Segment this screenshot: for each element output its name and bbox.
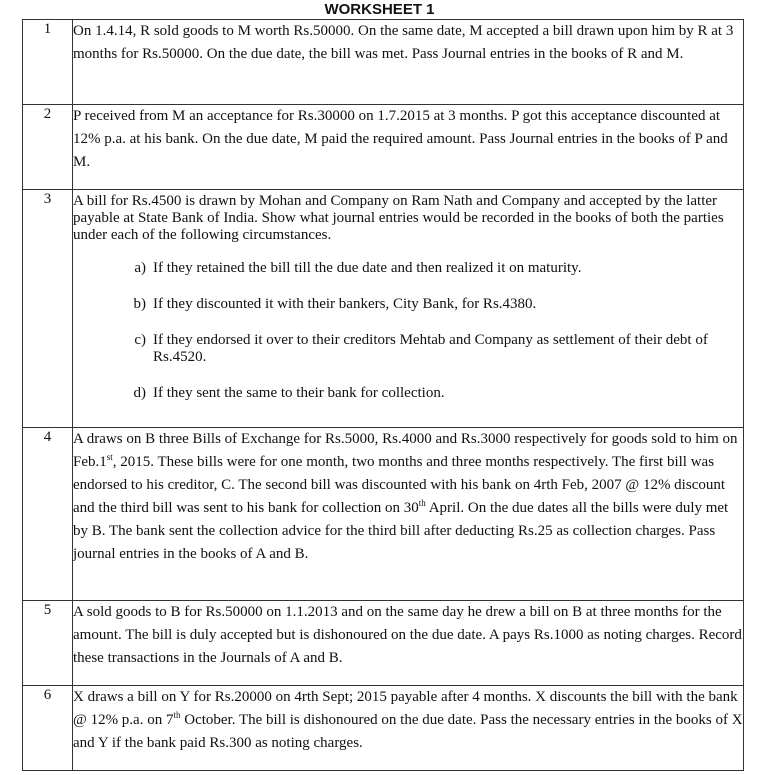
subitem-label: d) <box>133 385 146 401</box>
question-row <box>23 601 744 686</box>
question-number: 6 <box>23 686 73 771</box>
subitem-text: If they sent the same to their bank for collection. <box>153 385 445 401</box>
subitem-label: c) <box>134 332 146 348</box>
subitem-text: If they discounted it with their bankers, City Bank, for Rs.4380. <box>153 296 537 312</box>
question-row <box>23 428 744 601</box>
subitem <box>73 385 743 402</box>
question-row <box>23 190 744 428</box>
question-number: 5 <box>23 601 73 686</box>
subitem-text: If they retained the bill till the due date and then realized it on maturity. <box>153 260 582 276</box>
question-text: On 1.4.14, R sold goods to M worth Rs.50000. On the same date, M accepted a bill drawn upon him by R at 3 months for Rs.50000. On the due date, the bill was met. Pass Journal entries in the books of R and M. <box>73 23 734 62</box>
question-number: 1 <box>23 20 73 105</box>
question-row <box>23 686 744 771</box>
question-cell <box>73 428 744 601</box>
question-cell <box>73 105 744 190</box>
question-text: A draws on B three Bills of Exchange for Rs.5000, Rs.4000 and Rs.3000 respectively for goods sold to him on Feb.1st, 2015. These bills were for one month, two months and three months respectively. The first bill was endorsed to his creditor, C. The second bill was discounted with his bank on 4rth Feb, 2007 @ 12% discount and the third bill was sent to his bank for collection on 30th April. On the due dates all the bills were duly met by B. The bank sent the collection advice for the third bill after deducting Rs.25 as collection charges. Pass journal entries in the books of A and B. <box>73 431 738 562</box>
question-row <box>23 20 744 105</box>
question-cell <box>73 601 744 686</box>
worksheet-title: WORKSHEET 1 <box>324 1 435 18</box>
question-row <box>23 105 744 190</box>
subitem-label: b) <box>133 296 146 312</box>
worksheet-table <box>22 19 744 771</box>
subitem <box>73 296 743 313</box>
question-text: X draws a bill on Y for Rs.20000 on 4rth Sept; 2015 payable after 4 months. X discounts the bill with the bank @ 12% p.a. on 7th October. The bill is dishonoured on the due date. Pass the necessary entries in the books of X and Y if the bank paid Rs.300 as noting charges. <box>73 689 743 751</box>
question-number: 3 <box>23 190 73 428</box>
question-cell <box>73 20 744 105</box>
question-text: A sold goods to B for Rs.50000 on 1.1.2013 and on the same day he drew a bill on B at three months for the amount. The bill is duly accepted but is dishonoured on the due date. A pays Rs.1000 as noting charges. Record these transactions in the Journals of A and B. <box>73 604 742 666</box>
subitem <box>73 332 743 366</box>
subitem-label: a) <box>134 260 146 276</box>
subitem-text: If they endorsed it over to their creditors Mehtab and Company as settlement of their debt of Rs.4520. <box>153 332 708 365</box>
question-number: 2 <box>23 105 73 190</box>
question-cell <box>73 190 744 428</box>
question-text: A bill for Rs.4500 is drawn by Mohan and Company on Ram Nath and Company and accepted by the latter payable at State Bank of India. Show what journal entries would be recorded in the books of both the parties under each of the following circumstances. <box>73 193 724 243</box>
question-cell <box>73 686 744 771</box>
subitem-list <box>73 260 743 402</box>
subitem <box>73 260 743 277</box>
question-number: 4 <box>23 428 73 601</box>
question-text: P received from M an acceptance for Rs.30000 on 1.7.2015 at 3 months. P got this acceptance discounted at 12% p.a. at his bank. On the due date, M paid the required amount. Pass Journal entries in the books of P and M. <box>73 108 728 170</box>
